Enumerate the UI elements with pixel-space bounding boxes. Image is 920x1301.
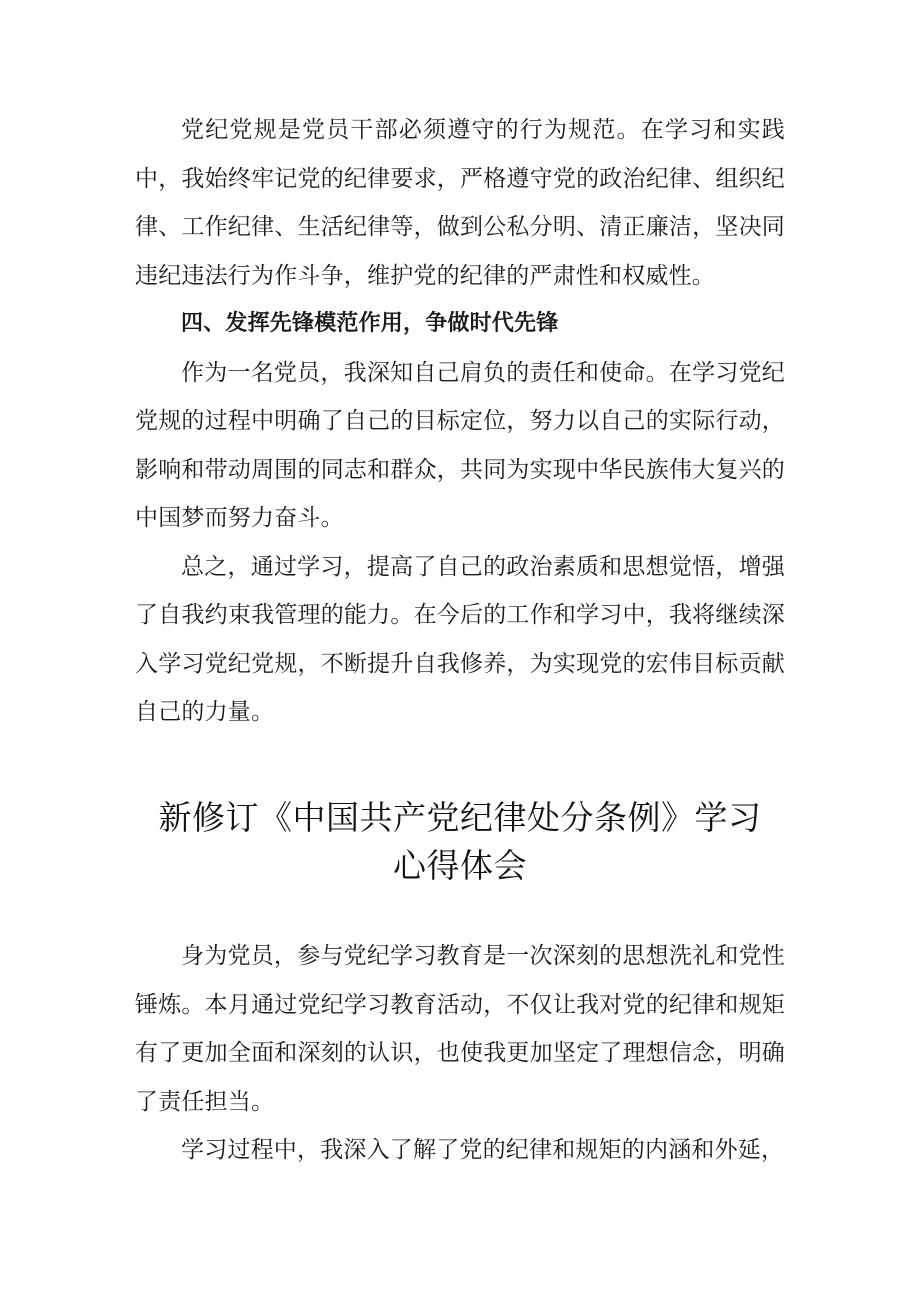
bottom-text-block — [135, 932, 785, 1175]
section-heading-four: 四、发挥先锋模范作用，争做时代先锋 — [181, 311, 559, 336]
paragraph-intro: 身为党员，参与党纪学习教育是一次深刻的思想洗礼和党性锤炼。本月通过党纪学习教育活动，不仅让我对党的纪律和规矩有了更加全面和深刻的认识，也使我更加坚定了理想信念，明确了责任担当。 — [135, 943, 785, 1115]
paragraph-learning-process: 学习过程中，我深入了解了党的纪律和规矩的内涵和外延， — [181, 1137, 785, 1163]
paragraph-conclusion: 总之，通过学习，提高了自己的政治素质和思想觉悟，增强了自我约束我管理的能力。在今后的工作和学习中，我将继续深入学习党纪党规，不断提升自我修养，为实现党的宏伟目标贡献自己的力量。 — [135, 553, 785, 725]
paragraph-party-discipline: 党纪党规是党员干部必须遵守的行为规范。在学习和实践中，我始终牢记党的纪律要求，严格遵守党的政治纪律、组织纪律、工作纪律、生活纪律等，做到公私分明、清正廉洁，坚决同违纪违法行为作斗争，维护党的纪律的严肃性和权威性。 — [135, 117, 785, 289]
document-title — [135, 794, 785, 890]
paragraph-responsibility: 作为一名党员，我深知自己肩负的责任和使命。在学习党纪党规的过程中明确了自己的目标定位，努力以自己的实际行动，影响和带动周围的同志和群众，共同为实现中华民族伟大复兴的中国梦而努力奋斗。 — [135, 359, 785, 531]
title-line-1: 新修订《中国共产党纪律处分条例》学习 — [158, 798, 762, 837]
top-text-block — [135, 106, 785, 737]
title-line-2: 心得体会 — [393, 846, 527, 885]
